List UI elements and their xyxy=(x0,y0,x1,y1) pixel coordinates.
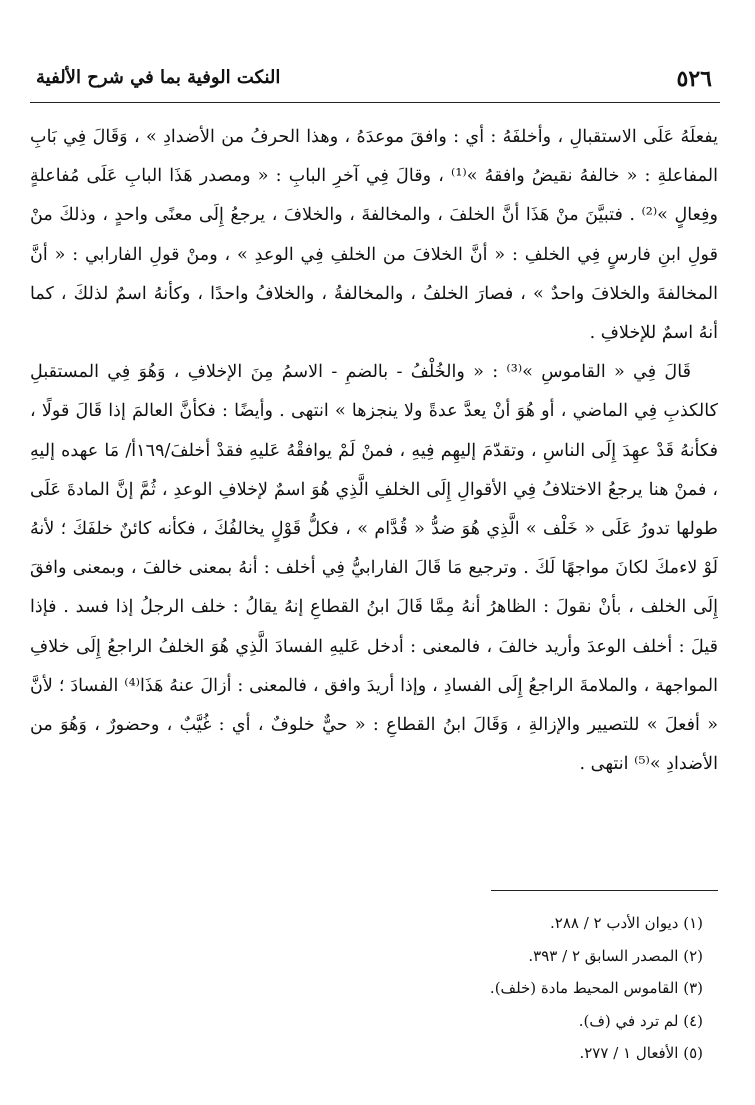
page-number: ٥٢٦ xyxy=(676,66,712,92)
footnote-3: (٣) القاموس المحيط مادة (خلف). xyxy=(489,979,703,997)
running-title: النكت الوفية بما في شرح الألفية xyxy=(36,67,281,88)
footnote-5: (٥) الأفعال ١ / ٢٧٧. xyxy=(579,1044,703,1062)
paragraph: قَالَ فِي « القاموسِ »⁽³⁾ : « والخُلْفُ - بالضمِ - الاسمُ مِنَ الإخلافِ ، وَهُوَ فِي المستقبلِ كالكذبِ فِي الماضي ، أو هُوَ أنْ يعدَّ عدةً ولا ينجزها » انتهى . وأيضًا : فكأنَّ العالمَ إذا قَالَ قولًا ، فكأنهُ قَدْ عهِدَ إِلَى الناسِ ، وتقدّمَ إليهِم فِيهِ ، فمنْ لَمْ يوافقْهُ عَليهِ فقدْ أخلفَ/١٦٩أ/ مَا عهده إليهِ ، فمنْ هنا يرجعُ الاختلافُ فِي الأقوالِ إِلَى الخلفِ الَّذِي هُوَ اسمٌ لإخلافِ الوعدِ ، ثُمَّ إنَّ المادةَ عَلَى طولها تدورُ عَلَى « خَلْف » الَّذِي هُوَ ضدُّ « قُدَّام » ، فكلُّ قَوْلٍ يخالفُكَ ، فكأنه كائنٌ خلفَكَ ؛ لأنهُ لَوْ لاءمكَ لكانَ مواجهًا لَكَ . وترجيع مَا قَالَ الفارابيُّ فِي أخلف : أنهُ بمعنى خالفَ ، وبمعنى وافقَ إِلَى الخلف ، بأنْ نقولَ : الظاهرُ أنهُ مِمَّا قَالَ ابنُ القطاعِ إنهُ يقالُ : خلف الرجلُ إذا فسد . فإذا قيلَ : أخلف الوعدَ وأريد خالفَ ، فالمعنى : أدخل عَليهِ الفسادَ الَّذِي هُوَ الخلفُ الراجعُ إِلَى خلافِ المواجهة ، والملامةَ الراجعُ إِلَى الفسادِ ، وإذا أريدَ وافق ، فالمعنى : أزالَ عنهُ هَذَا⁽⁴⁾ الفسادَ ؛ لأنَّ « أفعلَ » للتصيير والإزالةِ ، وَقَالَ ابنُ القطاعِ : « حيٌّ خلوفٌ ، أي : غُيَّبٌ ، وحضورٌ ، وَهُوَ من الأضدادِ »⁽⁵⁾ انتهى . xyxy=(30,362,718,775)
footnotes xyxy=(283,907,703,1070)
footnote-4: (٤) لم ترد في (ف). xyxy=(578,1011,703,1030)
main-text xyxy=(30,118,718,784)
footnote-2: (٢) المصدر السابق ٢ / ٣٩٣. xyxy=(528,946,703,965)
page-header xyxy=(30,58,720,103)
footnote-separator xyxy=(491,890,718,891)
footnote-1: (١) ديوان الأدب ٢ / ٢٨٨. xyxy=(550,914,703,932)
paragraph: يفعلَهُ عَلَى الاستقبالِ ، وأخلفَهُ : أي : وافقَ موعدَهُ ، وهذا الحرفُ من الأضدادِ » ، وَقَالَ فِي بَابِ المفاعلةِ : « خالفهُ نقيضُ وافقهُ »⁽¹⁾ ، وقالَ فِي آخرِ البابِ : « ومصدر هَذَا البابِ عَلَى مُفاعلةٍ وفِعالٍ »⁽²⁾ . فتبيَّنَ منْ هَذَا أنَّ الخلفَ ، والمخالفةَ ، والخلافَ ، يرجعُ إِلَى معنًى واحدٍ ، وذلكَ منْ قولِ ابنِ فارسٍ فِي الخلفِ : « أنَّ الخلافَ من الخلفِ فِي الوعدِ » ، ومنْ قولِ الفارابي : « أنَّ المخالفةَ والخلافَ واحدٌ » ، فصارَ الخلفُ ، والمخالفةُ ، والخلافُ واحدًا ، وكأنهُ اسمٌ لذلكَ ، كما أنهُ اسمٌ للإخلافِ . xyxy=(30,127,718,344)
